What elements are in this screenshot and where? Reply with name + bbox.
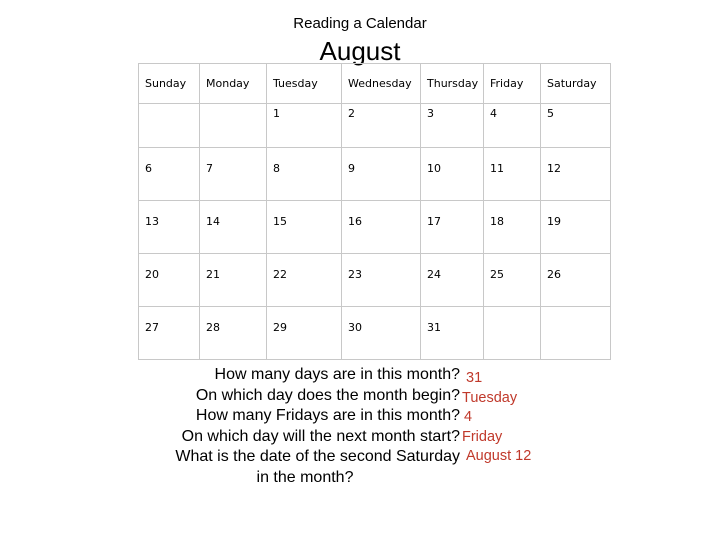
question-text: How many days are in this month? xyxy=(214,366,460,383)
day-cell: 5 xyxy=(541,104,611,148)
day-cell: 18 xyxy=(484,201,541,254)
question-text: On which day does the month begin? xyxy=(195,386,460,404)
day-cell: 31 xyxy=(421,307,484,360)
day-cell: 11 xyxy=(484,148,541,201)
question-list xyxy=(140,365,460,488)
answer-text: 31 xyxy=(466,370,483,386)
day-cell: 17 xyxy=(421,201,484,254)
day-cell: 30 xyxy=(342,307,421,360)
week-row xyxy=(139,201,611,254)
question-text: How many Fridays are in this month? xyxy=(195,407,460,424)
week-row xyxy=(139,104,611,148)
day-cell: 2 xyxy=(342,104,421,148)
day-cell xyxy=(200,104,267,148)
weekday-header-row xyxy=(139,64,611,104)
day-cell: 23 xyxy=(342,254,421,307)
day-cell: 24 xyxy=(421,254,484,307)
day-cell xyxy=(484,307,541,360)
day-cell: 7 xyxy=(200,148,267,201)
day-cell: 20 xyxy=(139,254,200,307)
day-cell: 14 xyxy=(200,201,267,254)
answer-text: Tuesday xyxy=(462,390,518,406)
day-cell: 13 xyxy=(139,201,200,254)
day-cell: 28 xyxy=(200,307,267,360)
day-cell: 21 xyxy=(200,254,267,307)
weekday-header-tuesday: Tuesday xyxy=(267,64,342,104)
day-cell: 1 xyxy=(267,104,342,148)
weekday-header-sunday: Sunday xyxy=(139,64,200,104)
day-cell: 22 xyxy=(267,254,342,307)
day-cell: 15 xyxy=(267,201,342,254)
day-cell: 8 xyxy=(267,148,342,201)
day-cell: 10 xyxy=(421,148,484,201)
question-text-continuation: in the month? xyxy=(256,468,354,486)
day-cell: 3 xyxy=(421,104,484,148)
day-cell: 25 xyxy=(484,254,541,307)
weekday-header-thursday: Thursday xyxy=(421,64,484,104)
answer-text: Friday xyxy=(462,429,503,445)
answer-text: 4 xyxy=(464,409,473,425)
day-cell xyxy=(139,104,200,148)
day-cell: 4 xyxy=(484,104,541,148)
weekday-header-saturday: Saturday xyxy=(541,64,611,104)
calendar-grid xyxy=(138,63,611,360)
day-cell: 26 xyxy=(541,254,611,307)
day-cell: 27 xyxy=(139,307,200,360)
question-text: What is the date of the second Saturday xyxy=(175,448,460,465)
month-title: August xyxy=(319,36,401,66)
day-cell xyxy=(541,307,611,360)
day-cell: 19 xyxy=(541,201,611,254)
weekday-header-wednesday: Wednesday xyxy=(342,64,421,104)
page-subtitle: Reading a Calendar xyxy=(293,15,427,32)
week-row xyxy=(139,307,611,360)
weekday-header-friday: Friday xyxy=(484,64,541,104)
answer-text: August 12 xyxy=(466,448,532,464)
weekday-header-monday: Monday xyxy=(200,64,267,104)
question-text: On which day will the next month start? xyxy=(181,427,460,445)
week-row xyxy=(139,254,611,307)
day-cell: 9 xyxy=(342,148,421,201)
day-cell: 29 xyxy=(267,307,342,360)
day-cell: 12 xyxy=(541,148,611,201)
week-row xyxy=(139,148,611,201)
day-cell: 16 xyxy=(342,201,421,254)
day-cell: 6 xyxy=(139,148,200,201)
